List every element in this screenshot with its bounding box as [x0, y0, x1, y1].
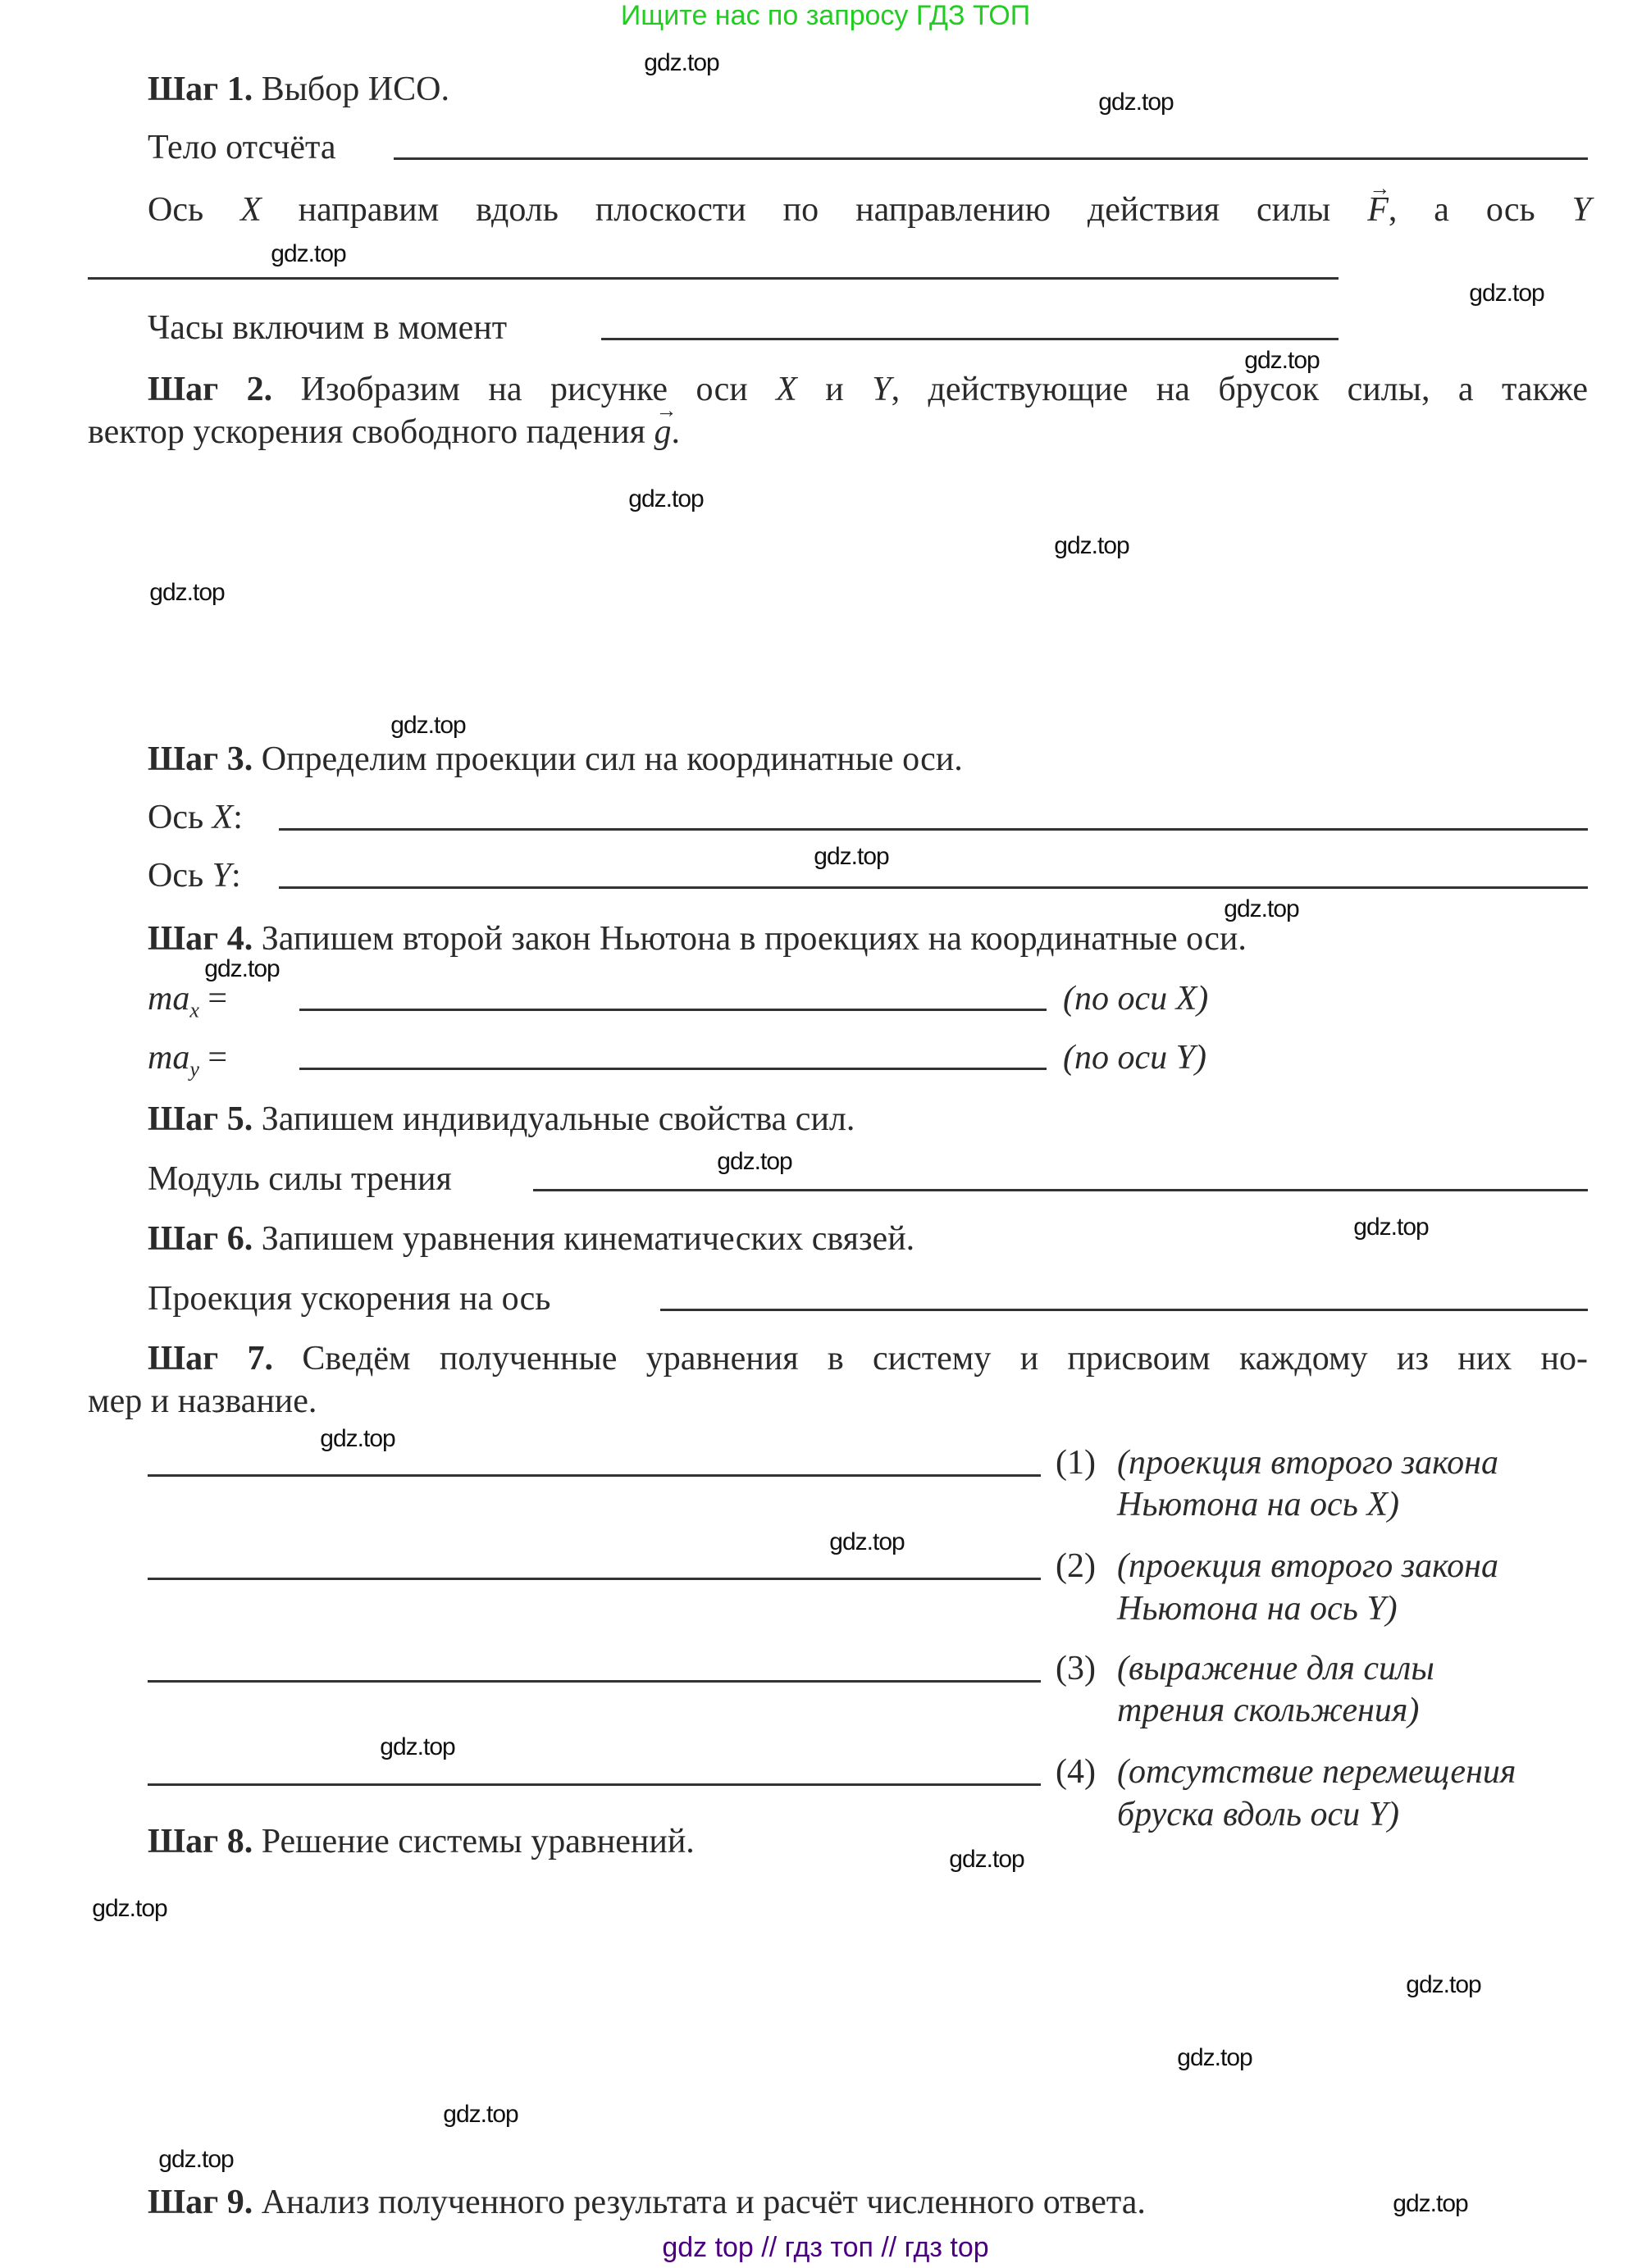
- watermark: gdz.top: [158, 2146, 234, 2173]
- step-5: Шаг 5. Запишем индивидуальные свойства сил.: [148, 1100, 855, 1138]
- answer-line[interactable]: [279, 886, 1588, 889]
- on-x-label: (по оси X): [1063, 980, 1209, 1018]
- watermark: gdz.top: [204, 955, 280, 982]
- equation-desc: Ньютона на ось Y): [1117, 1590, 1398, 1628]
- equation-line[interactable]: [148, 1474, 1041, 1477]
- equation-number: (3): [1056, 1650, 1096, 1687]
- equation-desc: трения скольжения): [1117, 1692, 1420, 1729]
- equation-number: (2): [1056, 1547, 1096, 1585]
- step-1: [148, 69, 449, 110]
- header-banner[interactable]: Ищите нас по запросу ГДЗ ТОП: [620, 0, 1031, 31]
- watermark: gdz.top: [1406, 1971, 1481, 1998]
- body-ref-label: Тело отсчёта: [148, 129, 336, 166]
- equation-desc: бруска вдоль оси Y): [1117, 1796, 1399, 1833]
- watermark: gdz.top: [1469, 280, 1544, 307]
- watermark: gdz.top: [829, 1528, 905, 1555]
- step-1-title: Шаг 1.: [148, 71, 253, 108]
- equation-number: (1): [1056, 1444, 1096, 1482]
- step-3: Шаг 3. Определим проекции сил на координатные оси.: [148, 740, 963, 778]
- on-y-label: (по оси Y): [1063, 1039, 1206, 1077]
- equation-desc: (проекция второго закона: [1117, 1444, 1499, 1482]
- watermark: gdz.top: [1393, 2190, 1468, 2217]
- answer-line[interactable]: [88, 277, 1339, 280]
- footer-banner[interactable]: gdz top // гдз топ // гдз top: [662, 2232, 989, 2263]
- step-6: Шаг 6. Запишем уравнения кинематических связей.: [148, 1220, 915, 1258]
- accel-proj-label: Проекция ускорения на ось: [148, 1280, 551, 1318]
- friction-label: Модуль силы трения: [148, 1160, 452, 1198]
- watermark: gdz.top: [149, 579, 225, 606]
- ma-y-label: $ma_y$ =: [148, 1039, 228, 1082]
- equation-desc: (проекция второго закона: [1117, 1547, 1499, 1585]
- equation-line[interactable]: [148, 1783, 1041, 1786]
- answer-line[interactable]: [660, 1309, 1588, 1311]
- step-9: Шаг 9. Анализ полученного результата и расчёт численного ответа.: [148, 2184, 1146, 2221]
- axis-y-label: Ось Y:: [148, 857, 241, 895]
- equation-desc: (отсутствие перемещения: [1117, 1753, 1516, 1791]
- answer-line[interactable]: [299, 1068, 1047, 1070]
- watermark: gdz.top: [1054, 532, 1129, 559]
- step-1-text: Выбор ИСО.: [261, 71, 449, 108]
- ma-x-label: $ma_x$ =: [148, 980, 228, 1022]
- step-7-line2: мер и название.: [88, 1382, 317, 1420]
- answer-line[interactable]: [299, 1009, 1047, 1011]
- watermark: gdz.top: [814, 843, 889, 870]
- equation-line[interactable]: [148, 1578, 1041, 1580]
- watermark: gdz.top: [271, 240, 346, 267]
- watermark: gdz.top: [1224, 895, 1299, 922]
- axis-direction-text: Ось X направим вдоль плоскости по направлению действия силы → F, а ось Y: [148, 189, 1591, 230]
- answer-line[interactable]: [601, 338, 1339, 340]
- watermark: gdz.top: [1353, 1214, 1429, 1241]
- watermark: gdz.top: [1098, 89, 1174, 116]
- watermark: gdz.top: [644, 49, 719, 76]
- answer-line[interactable]: [279, 828, 1588, 831]
- equation-desc: Ньютона на ось X): [1117, 1486, 1399, 1523]
- step-8: Шаг 8. Решение системы уравнений.: [148, 1823, 695, 1860]
- clock-label: Часы включим в момент: [148, 309, 508, 347]
- equation-desc: (выражение для силы: [1117, 1650, 1434, 1687]
- answer-line[interactable]: [394, 157, 1588, 160]
- watermark: gdz.top: [443, 2101, 518, 2128]
- watermark: gdz.top: [390, 712, 466, 739]
- answer-line[interactable]: [533, 1189, 1588, 1191]
- watermark: gdz.top: [717, 1148, 792, 1175]
- axis-x-label: Ось X:: [148, 799, 243, 836]
- step-2-line2: вектор ускорения свободного падения → g.: [88, 412, 680, 453]
- watermark: gdz.top: [1177, 2044, 1252, 2071]
- step-4: Шаг 4. Запишем второй закон Ньютона в проекциях на координатные оси.: [148, 920, 1247, 958]
- watermark: gdz.top: [380, 1733, 455, 1760]
- step-7: Шаг 7. Сведём полученные уравнения в систему и присвоим каждому из них но-: [148, 1340, 1589, 1378]
- step-2: Шаг 2. Изобразим на рисунке оси X и Y, действующие на брусок силы, а также: [148, 371, 1589, 408]
- watermark: gdz.top: [92, 1895, 167, 1922]
- watermark: gdz.top: [320, 1425, 395, 1452]
- watermark: gdz.top: [1244, 347, 1320, 374]
- watermark: gdz.top: [628, 485, 704, 512]
- equation-line[interactable]: [148, 1680, 1041, 1683]
- equation-number: (4): [1056, 1753, 1096, 1791]
- watermark: gdz.top: [949, 1846, 1024, 1873]
